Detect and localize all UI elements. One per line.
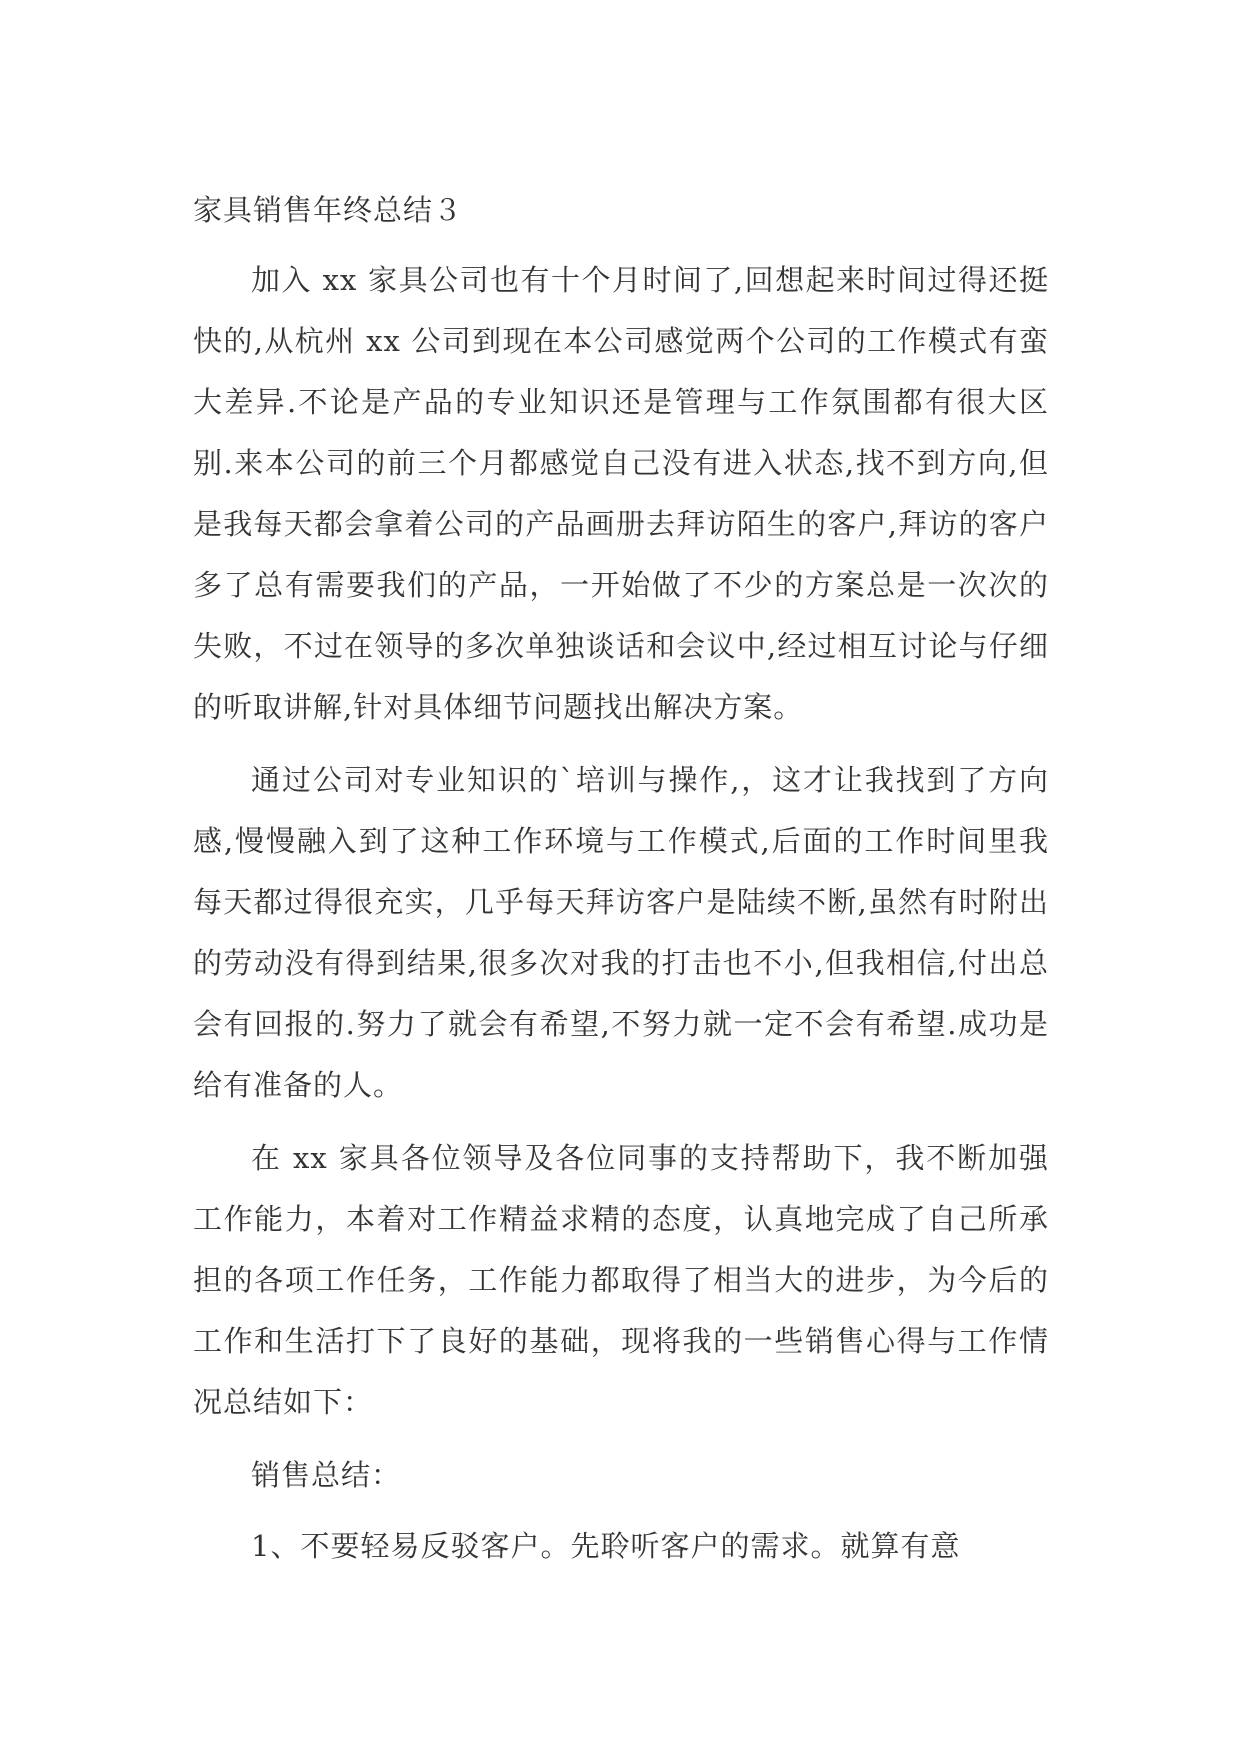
document-body <box>193 182 1049 1587</box>
document-title: 家具销售年终总结３ <box>193 193 464 227</box>
paragraph-5: 1、不要轻易反驳客户。先聆听客户的需求。就算有意 <box>251 1529 961 1563</box>
paragraph-2: 通过公司对专业知识的`培训与操作,，这才让我找到了方向感,慢慢融入到了这种工作环境与工作模式,后面的工作时间里我每天都过得很充实，几乎每天拜访客户是陆续不断,虽然有时附出的劳动没有得到结果,很多次对我的打击也不小,但我相信,付出总会有回报的.努力了就会有希望,不努力就一定不会有希望.成功是给有准备的人。 <box>193 763 1049 1102</box>
paragraph-1: 加入 xx 家具公司也有十个月时间了,回想起来时间过得还挺快的,从杭州 xx 公司到现在本公司感觉两个公司的工作模式有蛮大差异.不论是产品的专业知识还是管理与工作氛围都有很大区别.来本公司的前三个月都感觉自己没有进入状态,找不到方向,但是我每天都会拿着公司的产品画册去拜访陌生的客户,拜访的客户多了总有需要我们的产品，一开始做了不少的方案总是一次次的失败，不过在领导的多次单独谈话和会议中,经过相互讨论与仔细的听取讲解,针对具体细节问题找出解决方案。 <box>193 263 1049 724</box>
paragraph-3: 在 xx 家具各位领导及各位同事的支持帮助下，我不断加强工作能力，本着对工作精益求精的态度，认真地完成了自己所承担的各项工作任务，工作能力都取得了相当大的进步，为今后的工作和生活打下了良好的基础，现将我的一些销售心得与工作情况总结如下： <box>193 1141 1049 1419</box>
paragraph-4: 销售总结： <box>251 1458 402 1492</box>
